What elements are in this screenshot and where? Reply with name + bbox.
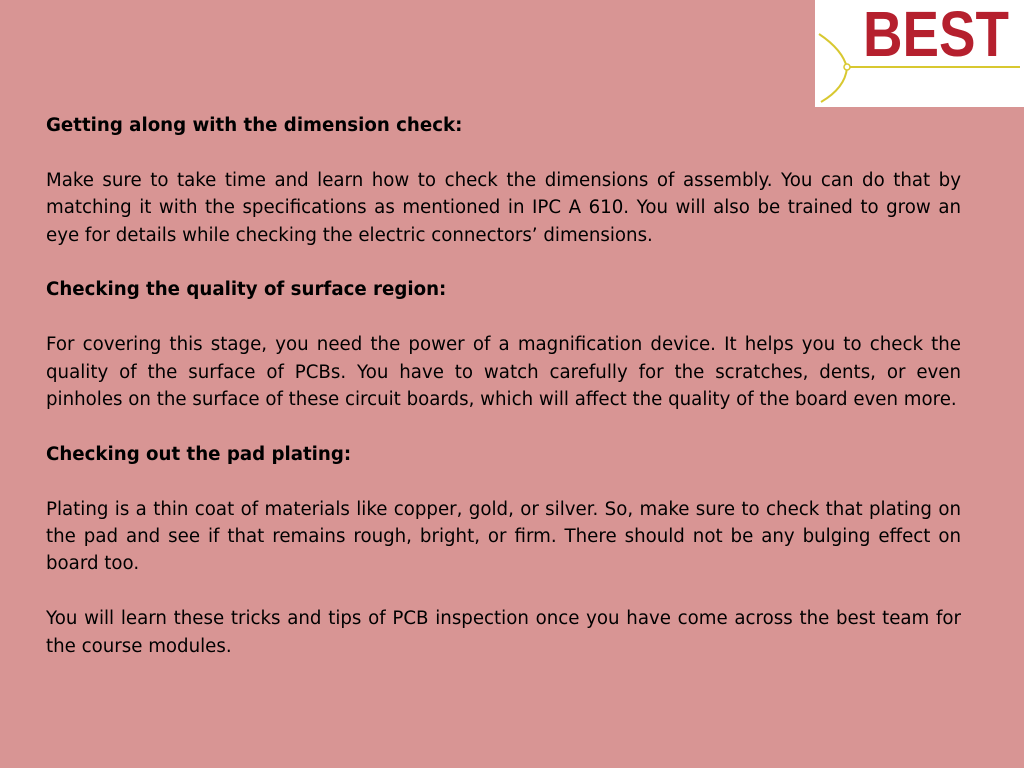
- best-logo-graphic: [815, 0, 1024, 107]
- section-heading: Getting along with the dimension check:: [46, 115, 463, 136]
- closing-paragraph: You will learn these tricks and tips of PCB inspection once you have come across the best team for the course modules.: [46, 608, 961, 657]
- section-pad-plating: [46, 441, 961, 578]
- section-body: For covering this stage, you need the power of a magnification device. It helps you to check the quality of the surface of PCBs. You have to watch carefully for the scratches, dents, or even pinholes on the surface of these circuit boards, which will affect the quality of the board even more.: [46, 334, 961, 411]
- section-body: Plating is a thin coat of materials like copper, gold, or silver. So, make sure to check that plating on the pad and see if that remains rough, bright, or firm. There should not be any bulging effect on board too.: [46, 498, 961, 575]
- logo-text: BEST: [863, 0, 1009, 70]
- section-heading: Checking out the pad plating:: [46, 443, 352, 465]
- section-heading: Checking the quality of surface region:: [46, 279, 447, 301]
- section-dimension-check: [46, 112, 961, 249]
- best-logo: [815, 0, 1024, 107]
- section-surface-quality: [46, 276, 961, 413]
- main-content: [46, 112, 961, 687]
- section-body: Make sure to take time and learn how to check the dimensions of assembly. You can do that by matching it with the specifications as mentioned in IPC A 610. You will also be trained to grow an eye for details while checking the electric connectors’ dimensions.: [46, 169, 961, 246]
